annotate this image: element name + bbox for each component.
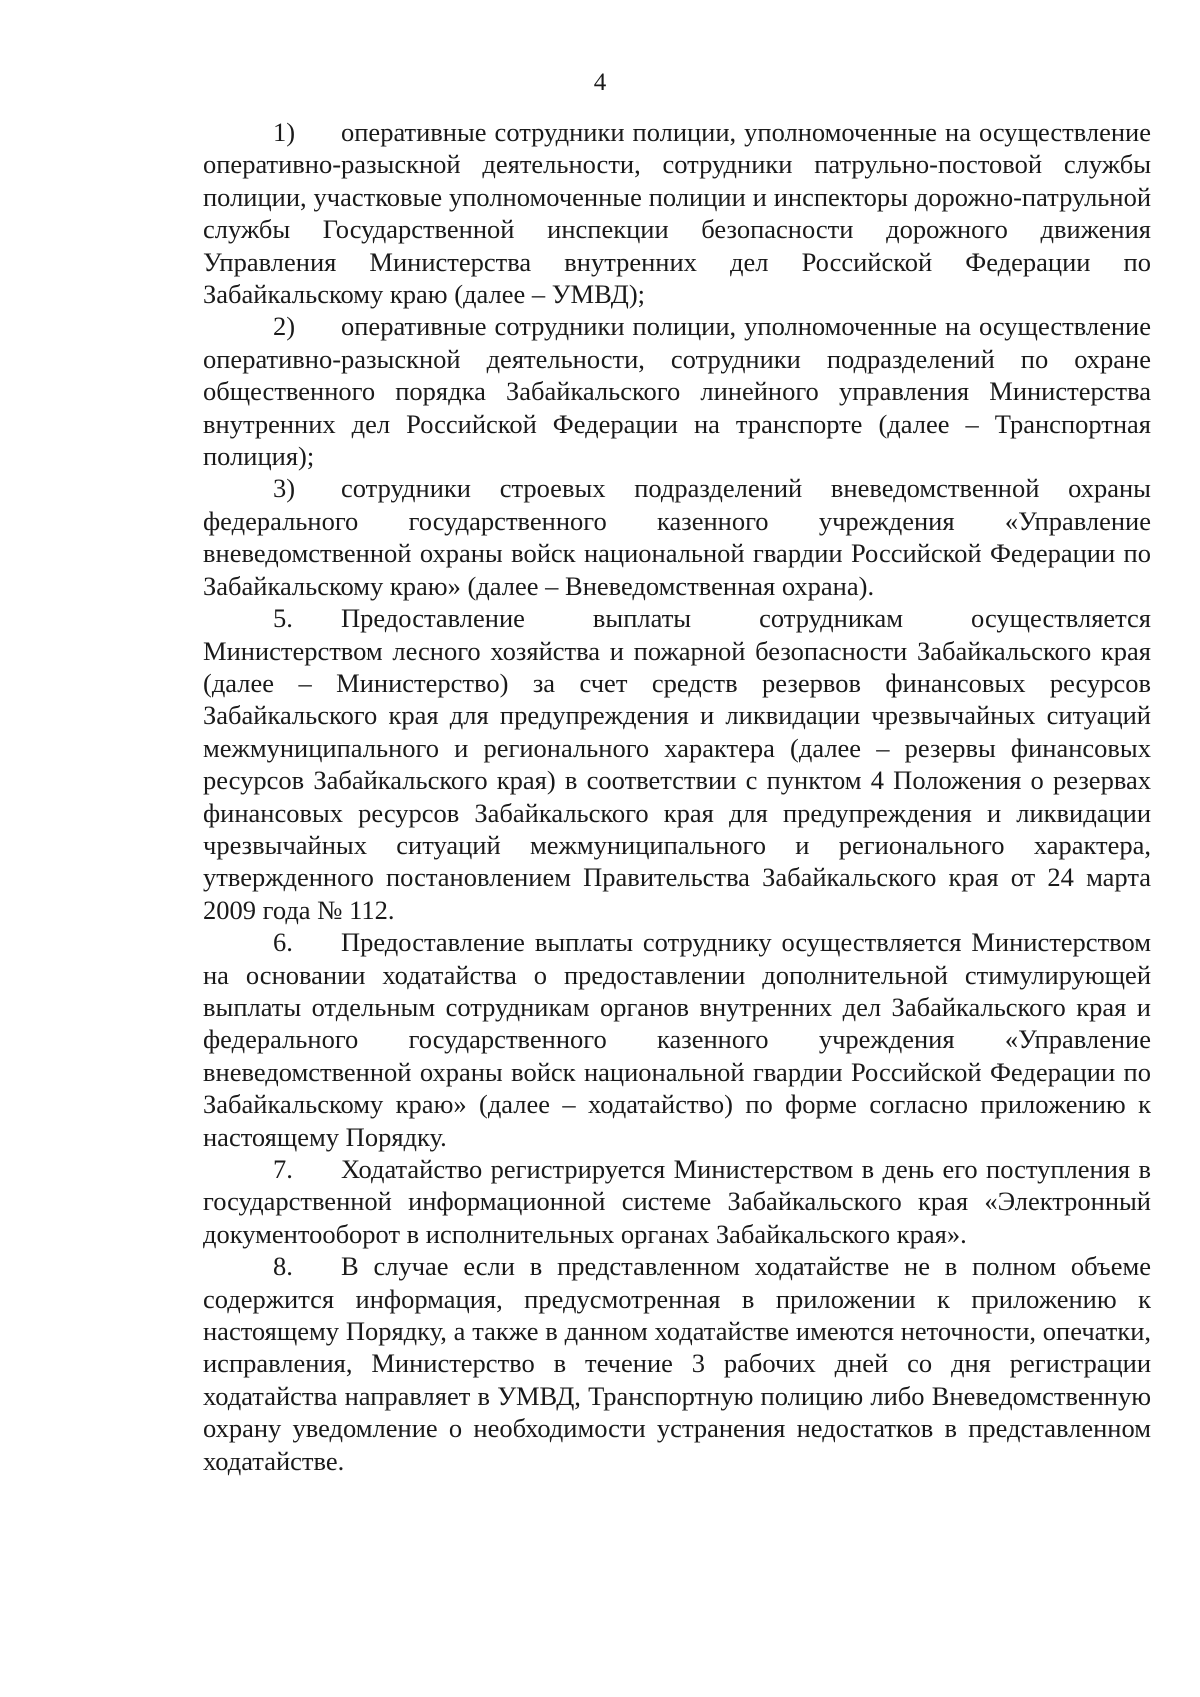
paragraph-text: оперативные сотрудники полиции, уполномоченные на осуществление оперативно-разыскной деятельности, сотрудники патрульно-постовой службы полиции, участковые уполномоченные полиции и инспекторы дорожно-патрульной службы Государственной инспекции безопасности дорожного движения Управления Министерства внутренних дел Российской Федерации по Забайкальскому краю (далее – УМВД);: [203, 117, 1151, 310]
paragraph-text: Предоставление выплаты сотруднику осуществляется Министерством на основании ходатайства о предоставлении дополнительной стимулирующей выплаты отдельным сотрудникам органов внутренних дел Забайкальского края и федерального государственного казенного учреждения «Управление вневедомственной охраны войск национальной гвардии Российской Федерации по Забайкальскому краю» (далее – ходатайство) по форме согласно приложению к настоящему Порядку.: [203, 927, 1151, 1152]
paragraph-8: [203, 1250, 1151, 1477]
paragraph-number: 7.: [273, 1154, 293, 1184]
paragraph-number: 2): [273, 311, 296, 342]
paragraph-7: [203, 1153, 1151, 1250]
page-number: 4: [593, 69, 607, 96]
paragraph-text: оперативные сотрудники полиции, уполномоченные на осуществление оперативно-разыскной деятельности, сотрудники подразделений по охране общественного порядка Забайкальского линейного управления Министерства внутренних дел Российской Федерации на транспорте (далее – Транспортная полиция);: [203, 311, 1151, 472]
paragraph-number: 5.: [273, 603, 293, 634]
paragraph-text: Предоставление выплаты сотрудникам осуществляется Министерством лесного хозяйства и пожарной безопасности Забайкальского края (далее – Министерство) за счет средств резервов финансовых ресурсов Забайкальского края для предупреждения и ликвидации чрезвычайных ситуаций межмуниципального и регионального характера (далее – резервы финансовых ресурсов Забайкальского края) в соответствии с пунктом 4 Положения о резервах финансовых ресурсов Забайкальского края для предупреждения и ликвидации чрезвычайных ситуаций межмуниципального и регионального характера, утвержденного постановлением Правительства Забайкальского края от 24 марта 2009 года № 112.: [203, 603, 1151, 925]
paragraph-number: 8.: [273, 1251, 293, 1282]
paragraph-3: [203, 472, 1151, 602]
paragraph-2: [203, 310, 1151, 472]
document-body: [203, 116, 1151, 1477]
paragraph-5: [203, 602, 1151, 926]
paragraph-text: сотрудники строевых подразделений вневедомственной охраны федерального государственного казенного учреждения «Управление вневедомственной охраны войск национальной гвардии Российской Федерации по Забайкальскому краю» (далее – Вневедомственная охрана).: [203, 473, 1151, 601]
paragraph-6: [203, 926, 1151, 1153]
paragraph-text: В случае если в представленном ходатайстве не в полном объеме содержится информация, предусмотренная в приложении к приложению к настоящему Порядку, а также в данном ходатайстве имеются неточности, опечатки, исправления, Министерство в течение 3 рабочих дней со дня регистрации ходатайства направляет в УМВД, Транспортную полицию либо Вневедомственную охрану уведомление о необходимости устранения недостатков в представленном ходатайстве.: [203, 1251, 1151, 1476]
paragraph-text: Ходатайство регистрируется Министерством в день его поступления в государственной информационной системе Забайкальского края «Электронный документооборот в исполнительных органах Забайкальского края».: [203, 1154, 1151, 1249]
paragraph-number: 1): [273, 117, 296, 147]
paragraph-number: 3): [273, 473, 296, 504]
paragraph-number: 6.: [273, 927, 293, 958]
paragraph-1: [203, 116, 1151, 310]
